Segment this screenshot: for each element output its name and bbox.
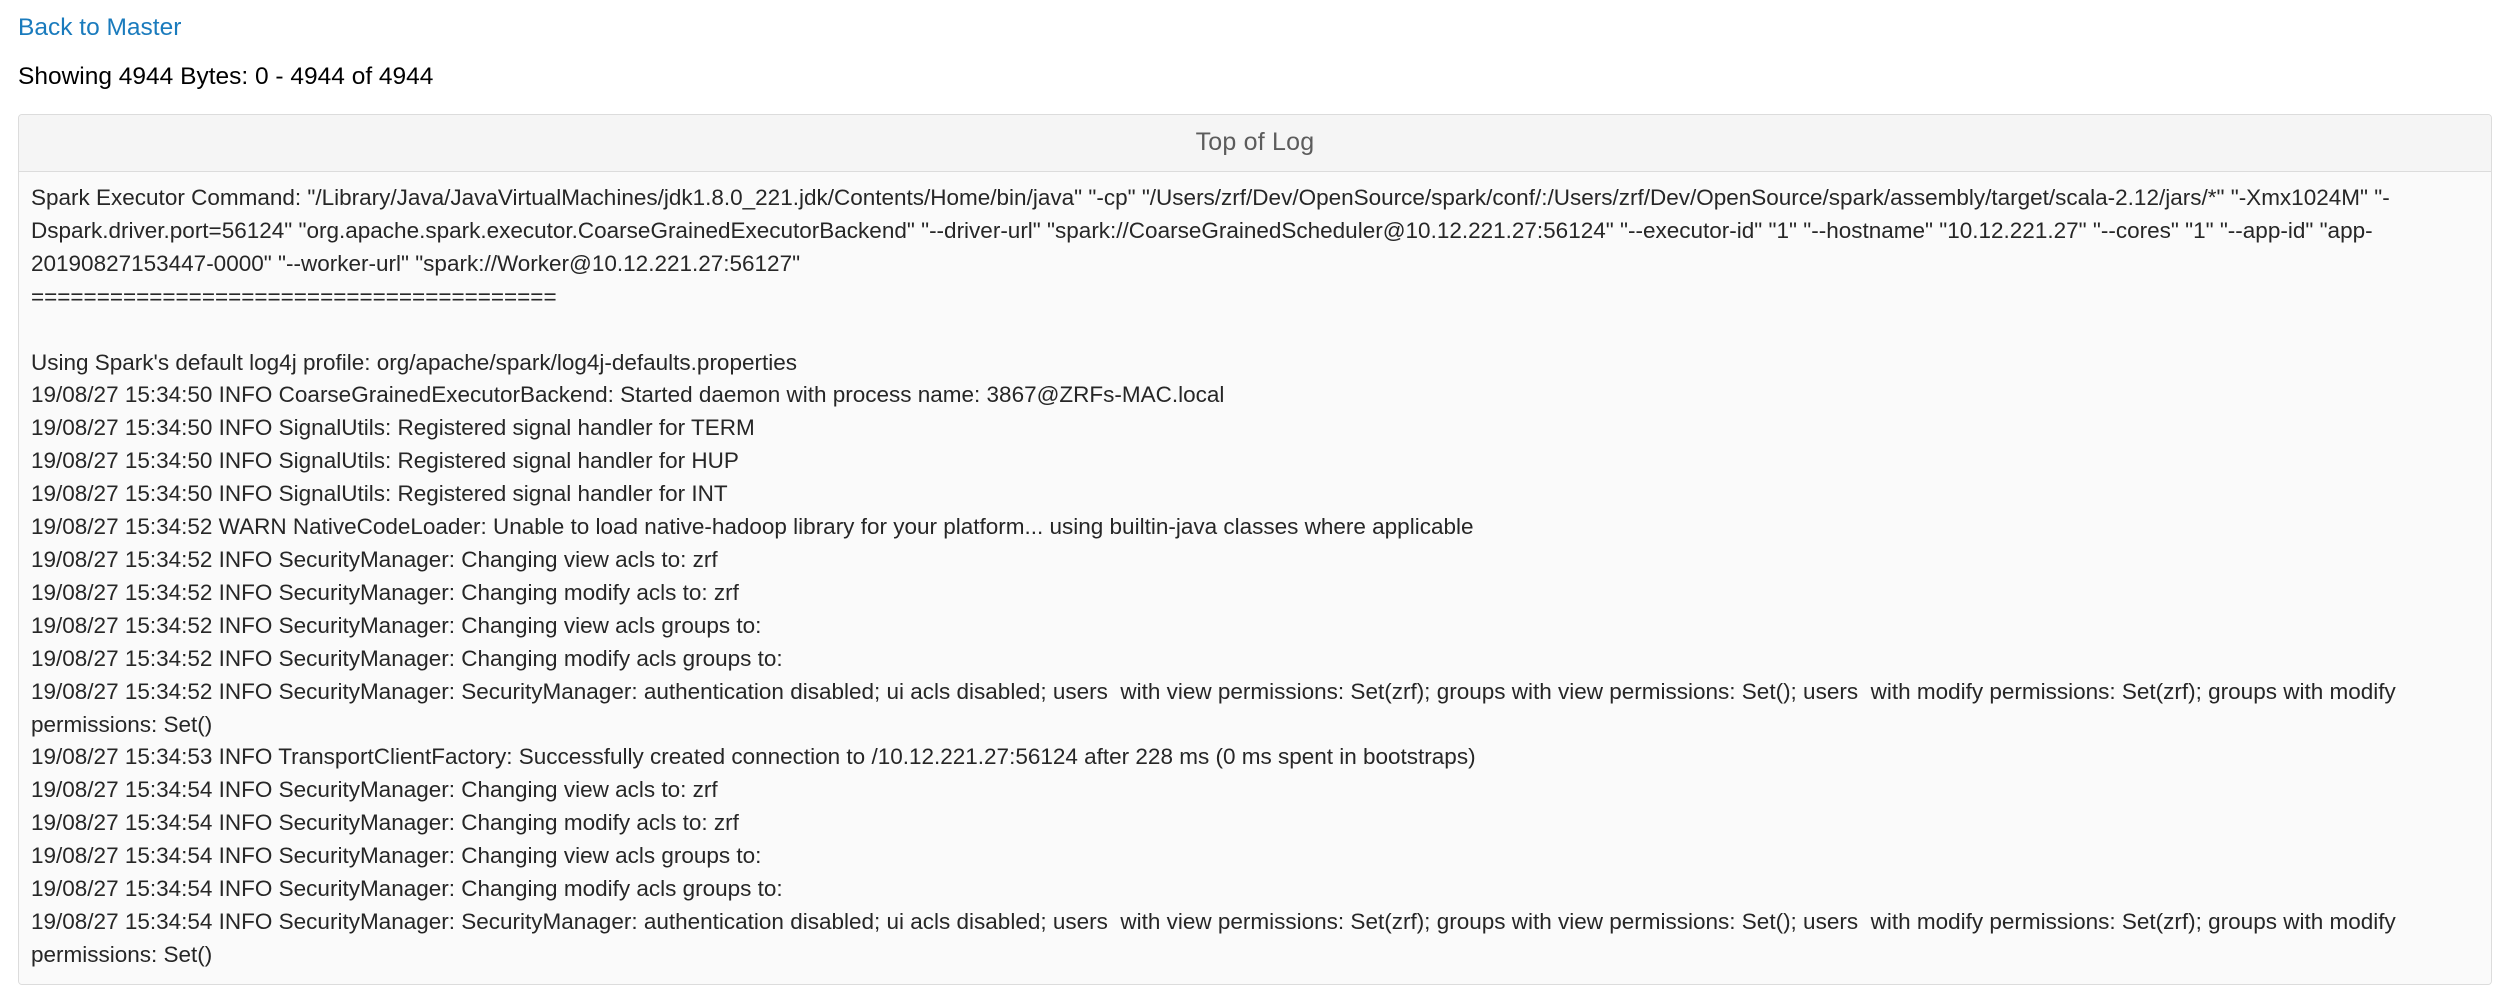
log-line: 19/08/27 15:34:52 INFO SecurityManager: Changing view acls groups to: <box>31 612 762 638</box>
log-line: Using Spark's default log4j profile: org/apache/spark/log4j-defaults.properties <box>31 349 797 375</box>
log-line: ======================================== <box>31 283 557 309</box>
log-line: 19/08/27 15:34:54 INFO SecurityManager: Changing view acls to: zrf <box>31 777 718 803</box>
back-to-master-link[interactable]: Back to Master <box>18 14 182 41</box>
log-panel-header: Top of Log <box>19 115 2491 172</box>
log-line: 19/08/27 15:34:52 INFO SecurityManager: Changing view acls to: zrf <box>31 546 718 572</box>
log-line: 19/08/27 15:34:52 INFO SecurityManager: Changing modify acls to: zrf <box>31 579 739 605</box>
showing-bytes-status: Showing 4944 Bytes: 0 - 4944 of 4944 <box>18 63 434 91</box>
log-line: 19/08/27 15:34:52 INFO SecurityManager: Changing modify acls groups to: <box>31 645 783 671</box>
log-panel <box>18 114 2492 985</box>
log-line <box>31 314 2479 347</box>
log-line: 19/08/27 15:34:54 INFO SecurityManager: SecurityManager: authentication disabled; ui acls disabled; users with view permissions: Set(zrf); groups with view permissions: Set(); users with modify permissions: Set(zrf); groups with modify permissions: Set() <box>31 908 2403 967</box>
log-line: 19/08/27 15:34:50 INFO SignalUtils: Registered signal handler for HUP <box>31 448 739 474</box>
log-line: 19/08/27 15:34:54 INFO SecurityManager: Changing modify acls to: zrf <box>31 810 739 836</box>
log-line: Spark Executor Command: "/Library/Java/JavaVirtualMachines/jdk1.8.0_221.jdk/Contents/Home/bin/java" "-cp" "/Users/zrf/Dev/OpenSource/spark/conf/:/Users/zrf/Dev/OpenSource/spark/assembly/target/scala-2.12/jars/*" "-Xmx1024M" "-Dspark.driver.port=56124" "org.apache.spark.executor.CoarseGrainedExecutorBackend" "--driver-url" "spark://CoarseGrainedScheduler@10.12.221.27:56124" "--executor-id" "1" "--hostname" "10.12.221.27" "--cores" "1" "--app-id" "app-20190827153447-0000" "--worker-url" "spark://Worker@10.12.221.27:56127" <box>31 185 2390 276</box>
log-content[interactable] <box>19 172 2491 984</box>
log-line: 19/08/27 15:34:50 INFO SignalUtils: Registered signal handler for INT <box>31 481 728 507</box>
log-line: 19/08/27 15:34:52 INFO SecurityManager: SecurityManager: authentication disabled; ui acls disabled; users with view permissions: Set(zrf); groups with view permissions: Set(); users with modify permissions: Set(zrf); groups with modify permissions: Set() <box>31 678 2403 737</box>
log-line: 19/08/27 15:34:54 INFO SecurityManager: Changing view acls groups to: <box>31 843 762 869</box>
log-line: 19/08/27 15:34:53 INFO TransportClientFactory: Successfully created connection to /10.12.221.27:56124 after 228 ms (0 ms spent in bootstraps) <box>31 744 1476 770</box>
log-line: 19/08/27 15:34:50 INFO SignalUtils: Registered signal handler for TERM <box>31 415 755 441</box>
log-line: 19/08/27 15:34:50 INFO CoarseGrainedExecutorBackend: Started daemon with process name: 3867@ZRFs-MAC.local <box>31 382 1225 408</box>
log-line: 19/08/27 15:34:54 INFO SecurityManager: Changing modify acls groups to: <box>31 876 783 902</box>
log-line: 19/08/27 15:34:52 WARN NativeCodeLoader: Unable to load native-hadoop library for your platform... using builtin-java classes where applicable <box>31 514 1474 540</box>
